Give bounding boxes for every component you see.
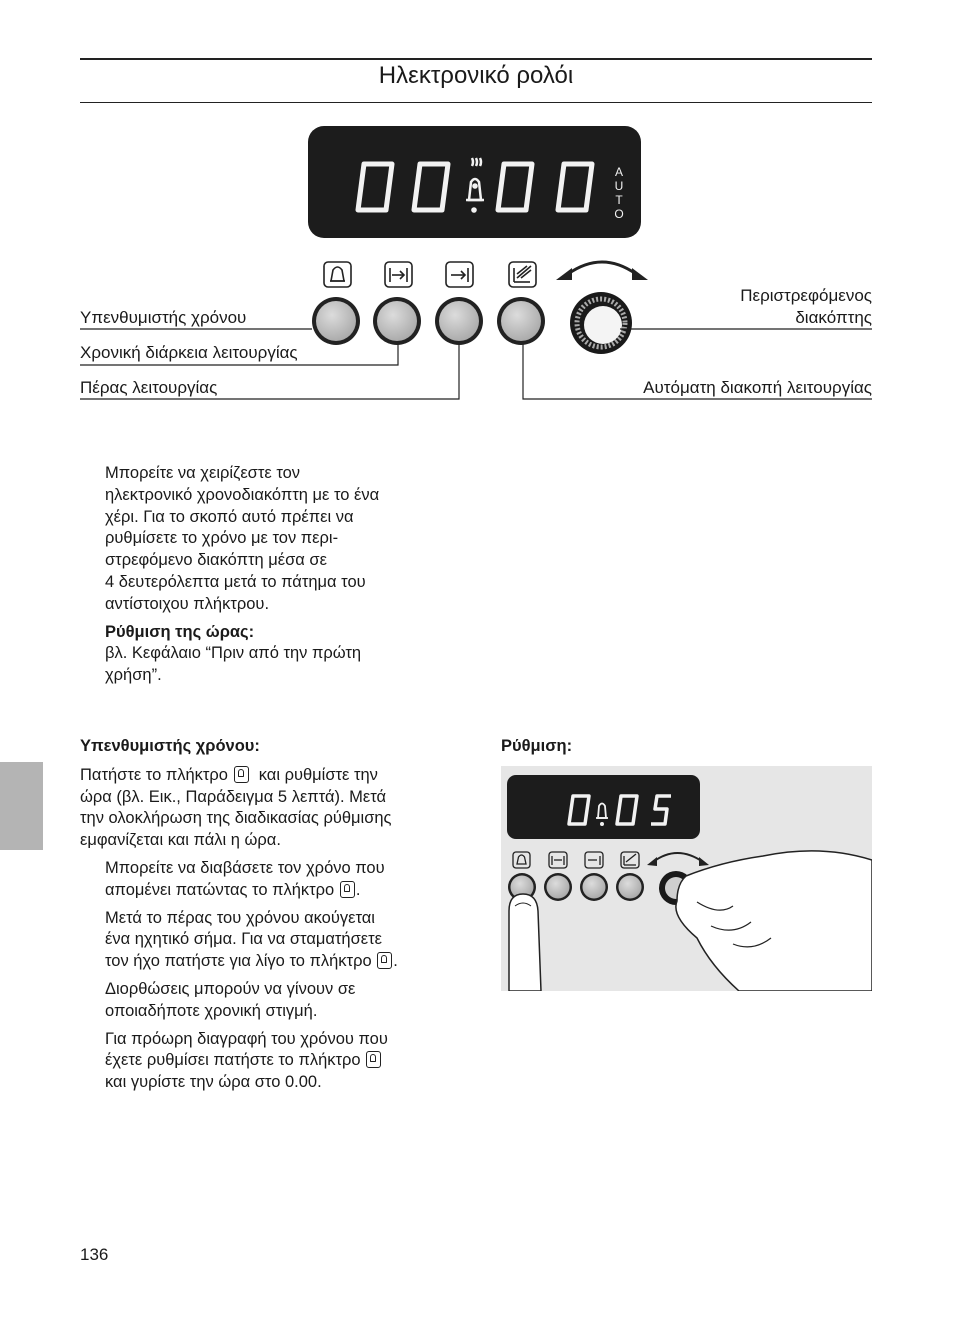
rotary-knob [570, 292, 632, 354]
auto-letter-o: O [614, 207, 624, 221]
colon-dot-top [472, 183, 478, 189]
reminder-p1-line: ώρα (βλ. Εικ., Παράδειγμα 5 λεπτά). Μετά [80, 787, 387, 806]
reminder-p5-line: έχετε ρυθμίσει πατήστε το πλήκτρο [105, 1050, 480, 1072]
bell-key-icon [340, 881, 355, 898]
bell-key-icon [377, 952, 392, 969]
auto-letter-t: T [615, 193, 623, 207]
reminder-p4-line: Διορθώσεις μπορούν να γίνουν σε [105, 979, 356, 998]
duration-key-icon [385, 262, 412, 287]
intro-line: στρεφόμενο διακόπτη μέσα σε [105, 551, 327, 570]
button-auto-off [497, 297, 545, 345]
button-end-time [435, 297, 483, 345]
bell-key-icon [324, 262, 351, 287]
label-knob-line2: διακόπτης [795, 308, 872, 327]
auto-letter-u: U [614, 179, 624, 193]
auto-letter-a: A [614, 165, 624, 179]
bell-key-icon [366, 1051, 381, 1068]
setting-heading: Ρύθμιση: [501, 737, 573, 755]
reminder-p1-line: εμφανίζεται και πάλι η ώρα. [80, 831, 281, 850]
arrow-head-left [556, 268, 572, 280]
reminder-p2-line: απομένει πατώντας το πλήκτρο . [105, 880, 361, 899]
end-time-key-icon [446, 262, 473, 287]
reminder-section [80, 736, 480, 1094]
time-setting-line: βλ. Κεφάλαιο “Πριν από την πρώτη [105, 644, 362, 663]
clock-panel-diagram [0, 110, 954, 410]
header-bottom-rule [80, 102, 872, 103]
colon-dot-bottom [471, 207, 477, 213]
label-time-reminder: Υπενθυμιστής χρόνου [80, 308, 247, 327]
intro-line: ηλεκτρονικό χρονοδιακόπτη με το ένα [105, 485, 380, 504]
setting-button [580, 873, 608, 901]
page-number: 136 [80, 1245, 109, 1264]
reminder-p5-line: Για πρόωρη διαγραφή του χρόνου που [105, 1029, 388, 1048]
finger-illustration [509, 894, 541, 991]
time-setting-heading: Ρύθμιση της ώρας: [105, 622, 255, 641]
intro-line: ρυθμίσετε το χρόνο με τον περι- [105, 529, 339, 548]
page-title: Ηλεκτρονικό ρολόι [378, 62, 574, 89]
setting-button [544, 873, 572, 901]
time-setting-line: χρήση”. [105, 666, 162, 685]
label-end-time: Πέρας λειτουργίας [80, 378, 218, 397]
reminder-p3-line: Μετά το πέρας του χρόνου ακούγεται [105, 908, 375, 927]
intro-line: 4 δευτερόλεπτα μετά το πάτημα του [105, 572, 366, 591]
intro-line: Μπορείτε να χειρίζεστε τον [105, 464, 301, 482]
setting-illustration [501, 766, 872, 991]
button-time-reminder [312, 297, 360, 345]
setting-button [616, 873, 644, 901]
reminder-p3-line: τον ήχο πατήστε για λίγο το πλήκτρο . [105, 952, 398, 971]
clock-display [308, 126, 641, 238]
intro-line: αντίστοιχου πλήκτρου. [105, 594, 270, 613]
rotate-arrow-icon [568, 262, 636, 274]
reminder-p3-line: ένα ηχητικό σήμα. Για να σταματήσετε [105, 930, 383, 949]
reminder-p1-line: Πατήστε το πλήκτρο και ρυθμίστε την [80, 765, 378, 784]
button-duration [373, 297, 421, 345]
header-top-rule [80, 58, 872, 60]
label-knob-line1: Περιστρεφόμενος [740, 286, 872, 305]
intro-paragraph [105, 463, 465, 687]
bell-key-icon [234, 766, 249, 783]
reminder-p4-line: οποιαδήποτε χρονική στιγμή. [105, 1001, 318, 1020]
reminder-p5-line: και γυρίστε την ώρα στο 0.00. [105, 1073, 322, 1092]
label-auto-off: Αυτόματη διακοπή λειτουργίας [643, 378, 872, 397]
auto-off-key-icon [509, 262, 536, 287]
reminder-p1-line: την ολοκλήρωση της διαδικασίας ρύθμισης [80, 809, 392, 828]
setting-display [507, 775, 700, 839]
intro-line: χέρι. Για το σκοπό αυτό πρέπει να [105, 507, 354, 526]
reminder-heading: Υπενθυμιστής χρόνου: [80, 737, 260, 755]
reminder-p2-line: Μπορείτε να διαβάσετε τον χρόνο που [105, 858, 385, 877]
label-duration: Χρονική διάρκεια λειτουργίας [80, 343, 298, 362]
chapter-side-tab [0, 762, 43, 850]
arrow-head-right [632, 268, 648, 280]
